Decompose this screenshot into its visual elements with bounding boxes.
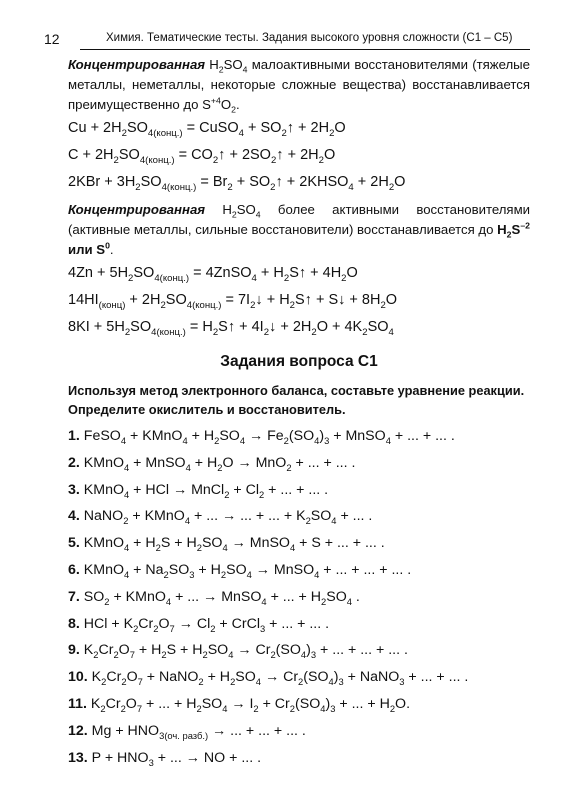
- task-list: [68, 423, 530, 771]
- intro-label-1: Концентрированная: [68, 57, 206, 72]
- task-item: 1. FeSO$_4$ + KMnO$_4$ + $H_2SO_4 \to Fe_2(SO_4)_3$ + MnSO$_4$ + ... + ... .: [68, 428, 455, 446]
- page-content: [68, 55, 530, 771]
- task-item: 5. KMnO$_4$ + $H_2S + H_2SO_4$ → MnSO$_4$ + S + ... + ... .: [68, 535, 385, 554]
- page-number: 12: [44, 31, 60, 47]
- equation: $C + 2H_2SO_{4(конц.)}$ = $CO_2↑$ + $2SO_2↑ + 2H_2O$: [68, 147, 336, 166]
- equations-block-1: [68, 115, 530, 196]
- page-header: [44, 27, 530, 51]
- task-number: 4.: [68, 508, 80, 525]
- task-item: 6. KMnO$_4$ + $Na_2SO_3 + H_2SO_4$ → MnSO$_4$ + ... + ... + ... .: [68, 561, 412, 580]
- task-number: 3.: [68, 481, 80, 498]
- task-number: 2.: [68, 454, 80, 471]
- equation: $14HI_{(конц)} + 2H_2SO_{4(конц.)}$ = $7I_2↓$ + $H_2S↑$ + S↓ + $8H_2O$: [68, 292, 398, 311]
- task-item: 2. KMnO$_4$ + MnSO$_4$ + $H_2O \to MnO_2$ + ... + ... .: [68, 454, 356, 473]
- intro-label-2: Концентрированная: [68, 202, 206, 217]
- task-item: 11. $K_2Cr_2O_7$ + ... + $H_2SO_4 \to I_2 + Cr_2(SO_4)_3$ + ... + $H_2O$.: [68, 695, 411, 714]
- equation: $8KI + 5H_2SO_{4(конц.)}$ = $H_2S↑$ + $4I_2↓ + 2H_2O + 4K_2SO_4$: [68, 319, 394, 338]
- task-item: 13. $P + HNO_3$ + ... → NO + ... .: [68, 749, 262, 768]
- task-item: 4. NaNO$_2$ + KMnO$_4$ + ... → ... + ... + $K_2SO_4$ + ... .: [68, 508, 373, 527]
- equation: $2KBr + 3H_2SO_{4(конц.)} = Br_2$ + $SO_2↑$ + $2KHSO_4 + 2H_2O$: [68, 174, 406, 193]
- intro-text-1: малоактивными восстановителями (тяжелые металлы, неметаллы, некоторые сложные вещества) восстанавливается преимущественно до: [68, 57, 530, 112]
- equations-block-2: [68, 260, 530, 341]
- header-rule: [80, 49, 530, 50]
- section-title: Задания вопроса С1: [220, 353, 378, 370]
- task-number: 8.: [68, 615, 80, 632]
- task-number: 11.: [68, 695, 87, 712]
- task-item: 7. $SO_2$ + KMnO$_4$ + ... → MnSO$_4$ + ... + $H_2SO_4$ .: [68, 588, 360, 607]
- task-item: 9. $K_2Cr_2O_7 + H_2S + H_2SO_4 \to Cr_2(SO_4)_3$ + ... + ... + ... .: [68, 642, 408, 661]
- task-number: 9.: [68, 642, 80, 659]
- task-number: 13.: [68, 749, 88, 766]
- task-number: 6.: [68, 561, 80, 578]
- intro-paragraph-2: Концентрированная $H_2SO_4$ более активными восстановителями (активные металлы, сильные восстановители) восстанавливается до $H_2S^{-2}$ или $S^0$.: [68, 202, 530, 257]
- intro-paragraph-1: Концентрированная $H_2SO_4$ малоактивными восстановителями (тяжелые металлы, неметаллы, некоторые сложные вещества) восстанавливается преимущественно до $S^{+4}O_2$.: [68, 57, 530, 115]
- intro-text-2b: или: [68, 242, 97, 257]
- task-number: 12.: [68, 722, 88, 739]
- section-instruction: Используя метод электронного баланса, составьте уравнение реакции. Определите окислитель и восстановитель.: [68, 383, 525, 417]
- intro-text-2a: более активными восстановителями (активные металлы, сильные восстановители) восстанавливается до: [68, 202, 530, 237]
- task-number: 1.: [68, 428, 80, 444]
- task-item: 10. $K_2Cr_2O_7$ + NaNO$_2$ + $H_2SO_4 \to Cr_2(SO_4)_3$ + NaNO$_3$ + ... + ... .: [68, 669, 469, 687]
- equation: $Cu + 2H_2SO_{4(конц.)}$ = CuSO$_4$ + $SO_2↑ + 2H_2O$: [68, 120, 346, 139]
- task-number: 10.: [68, 669, 88, 686]
- equation: $4Zn + 5H_2SO_{4(конц.)}$ = 4ZnSO$_4$ + $H_2S↑ + 4H_2O$: [68, 265, 358, 284]
- task-item: 3. KMnO$_4$ + HCl → MnCl$_2$ + $Cl_2$ + ... + ... .: [68, 481, 329, 500]
- running-title: Химия. Тематические тесты. Задания высокого уровня сложности (C1 – C5): [106, 32, 513, 44]
- task-number: 5.: [68, 535, 80, 552]
- task-item: 12. $Mg + HNO_{3(оч. разб.)}$ → ... + ... + ... .: [68, 722, 306, 741]
- task-number: 7.: [68, 588, 80, 605]
- task-item: 8. HCl + $K_2Cr_2O_7 \to Cl_2$ + CrCl$_3$ + ... + ... .: [68, 615, 330, 634]
